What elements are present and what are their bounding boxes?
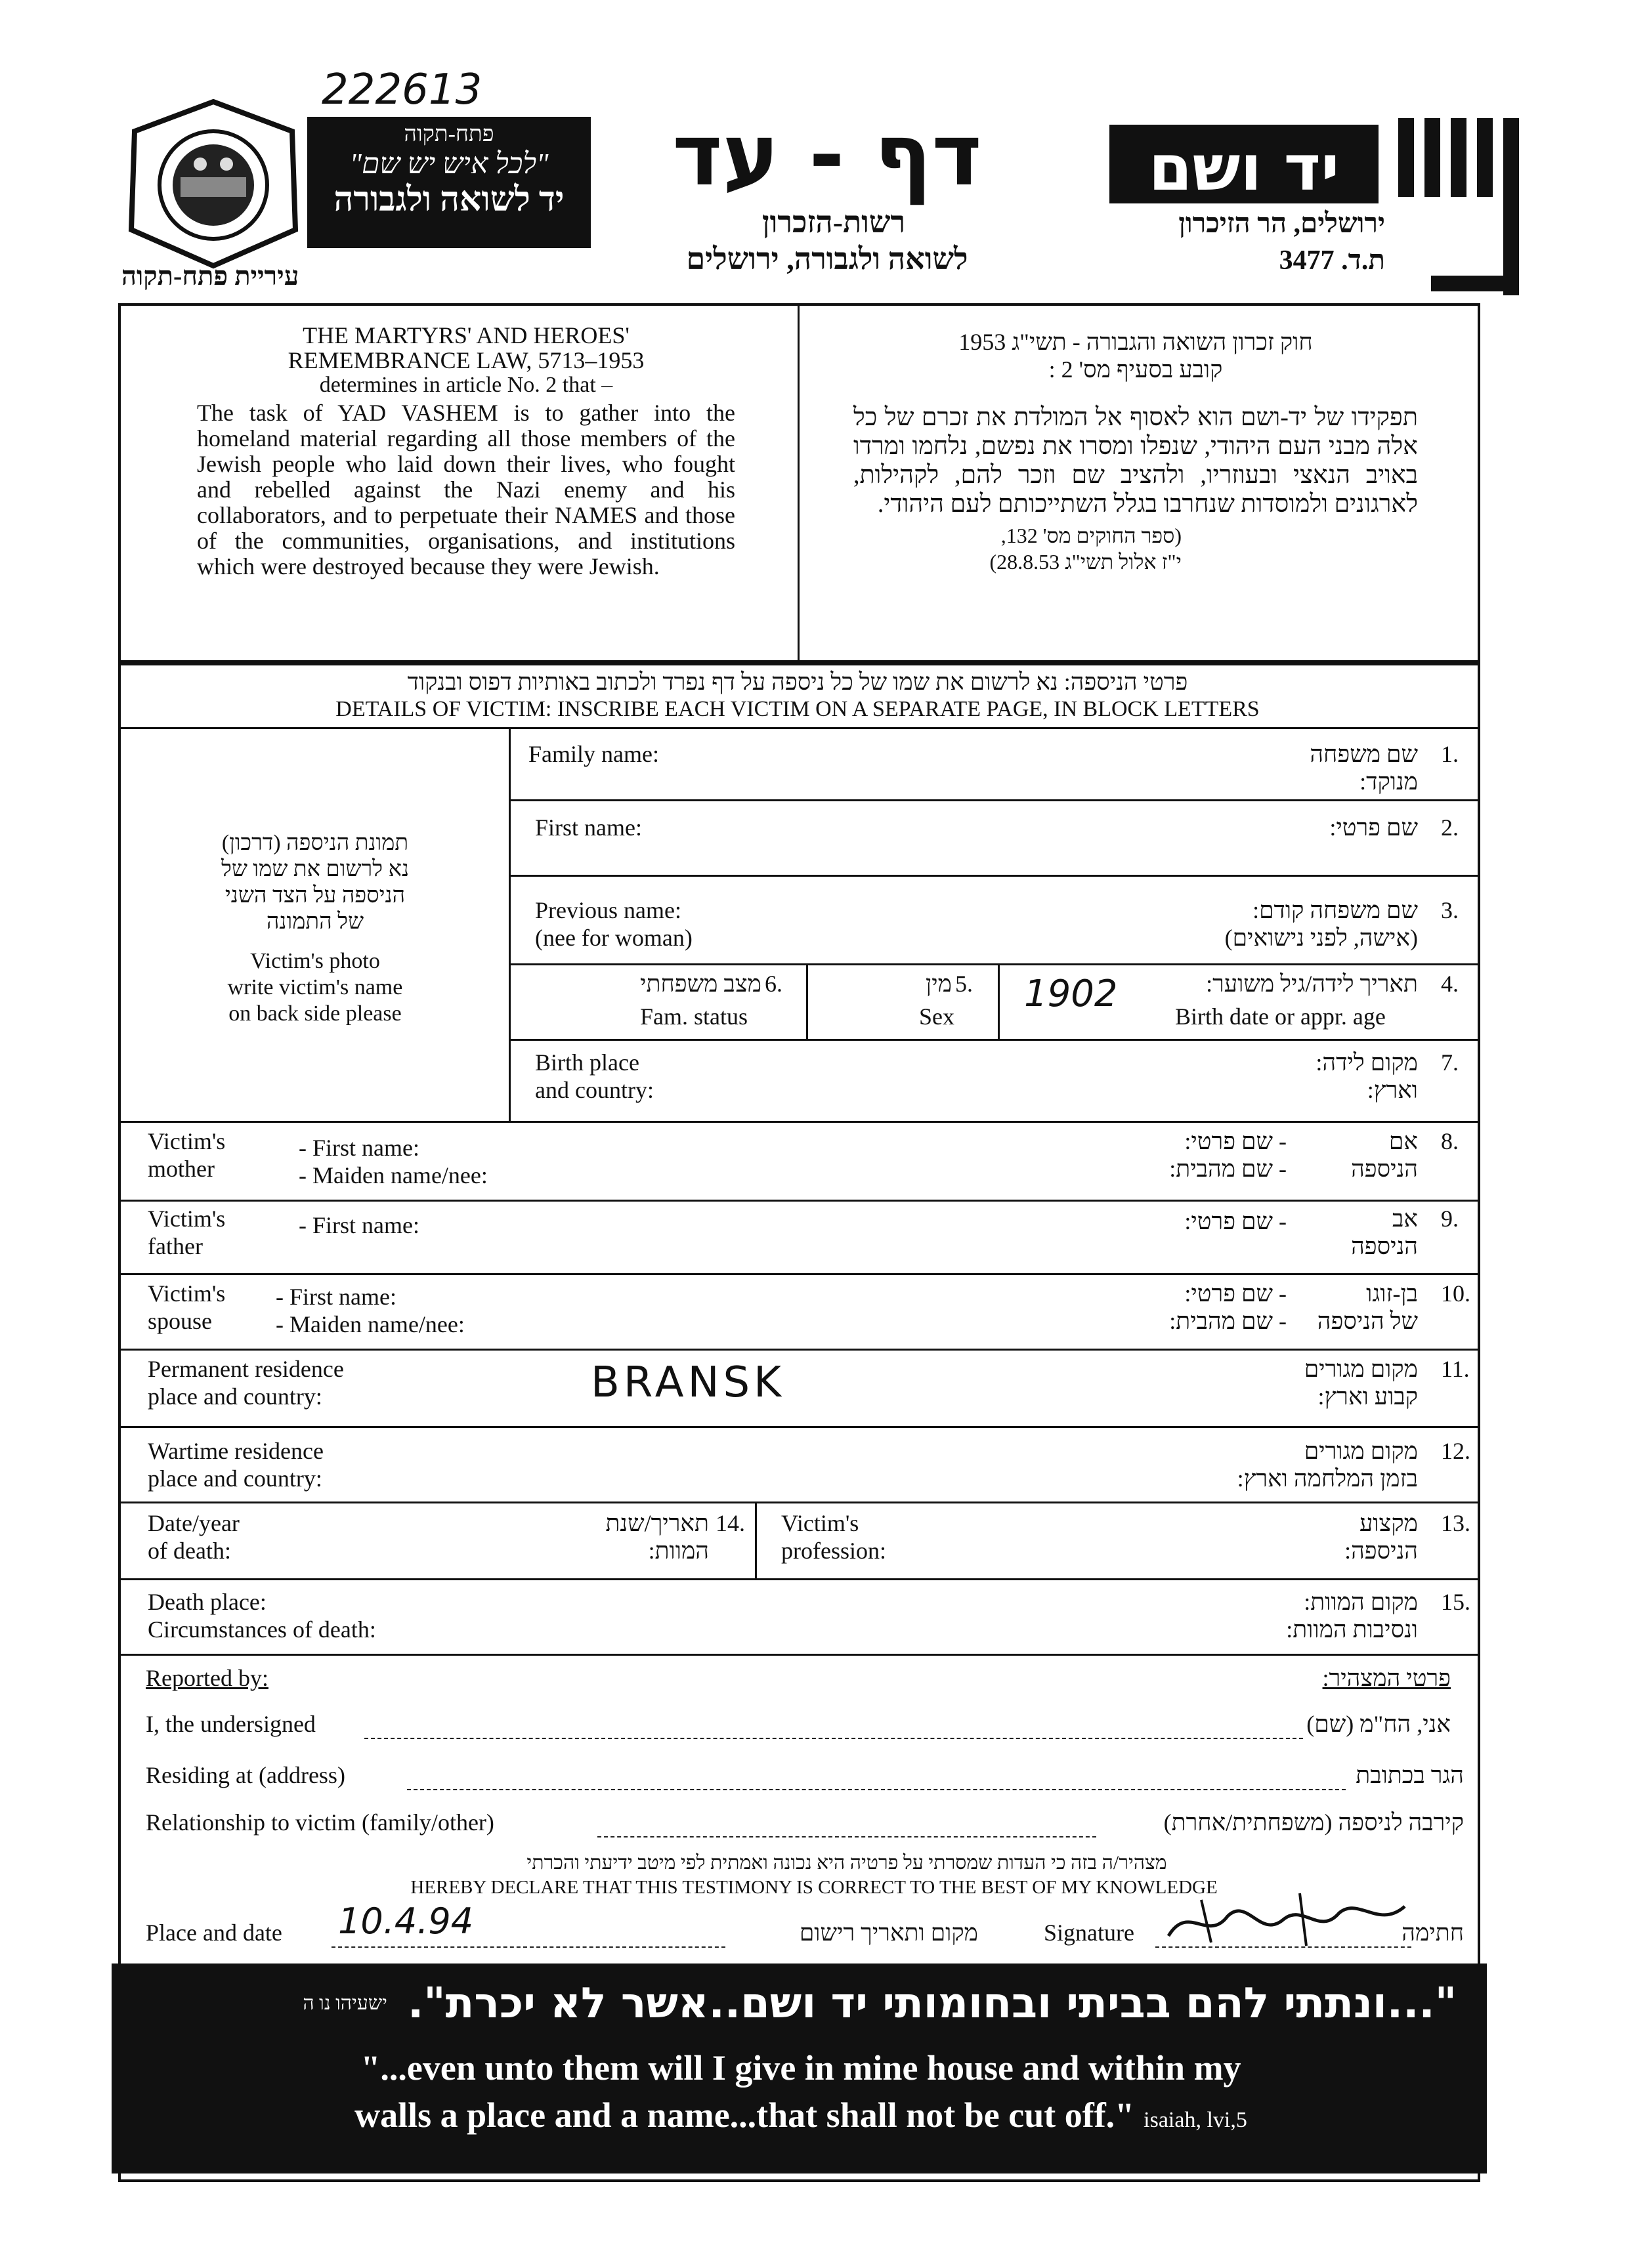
sex-he-label: מין [926,971,952,997]
father-he-first: - שם פרטי: [1184,1208,1287,1234]
mother-he-name-labels [1129,1127,1287,1183]
left-box-line3: יד לשואה ולגבורה [333,181,565,219]
yad-vashem-address: ירושלים, הר הזיכרון [1178,209,1385,239]
footer-en-line2: walls a place and a name...that shall not be cut off." [354,2095,1135,2135]
address-he-label: הגר בכתובת [1356,1762,1464,1788]
place-date-he-label: מקום ותאריך רישום [799,1920,978,1946]
field-num-3: 3. [1441,897,1459,923]
law-en-title1: THE MARTYRS' AND HEROES' [303,322,630,348]
first-name-he-label: שם פרטי: [1329,814,1418,841]
profession-en-2: profession: [781,1538,886,1564]
profession-he-label [1339,1509,1418,1564]
mother-maiden-name-label: - Maiden name/nee: [299,1162,488,1188]
birth-date-he-label: תאריך לידה/גיל משוער: [1206,971,1418,997]
permanent-residence-he-label [1287,1355,1418,1410]
wartime-residence-en-2: place and country: [148,1465,322,1492]
permanent-residence-en-field[interactable]: BRANSK [591,1358,786,1407]
photo-he-line1: תמונת הניספה (דרכון) [221,831,409,855]
spouse-he-maiden: - שם מהבית: [1169,1308,1287,1334]
wartime-residence-he-label [1195,1437,1418,1492]
law-he-title1: חוק זכרון השואה והגבורה - תשי"ג 1953 [958,329,1313,355]
birth-place-he-label [1287,1049,1418,1104]
mother-he-2: הניספה [1351,1156,1418,1182]
law-he-foot1: (ספר החוקים מס' 132, [1000,524,1182,547]
page-title: דף - עד [672,105,982,205]
mother-label [148,1127,225,1183]
permanent-residence-he-2: קבוע וארץ: [1317,1383,1418,1410]
family-name-label: Family name: [528,741,659,767]
field-num-5: 5. [955,971,973,997]
death-place-label [148,1588,376,1643]
wartime-residence-he-2: בזמן המלחמה וארץ: [1237,1465,1418,1492]
footer-en-ref: isaiah, lvi,5 [1144,2108,1247,2132]
reported-by-he-label: פרטי המצהיר: [1322,1665,1451,1691]
undersigned-he-label: אני, הח"מ (שם) [1306,1711,1451,1737]
previous-name-label [535,896,693,952]
permanent-residence-he-1: מקום מגורים [1304,1356,1418,1382]
date-of-death-he-label [538,1509,709,1564]
law-en-body: The task of YAD VASHEM is to gather into the homeland material regarding all those members of the Jewish people who laid down their lives, who fought and rebelled against the Nazi enemy and his collaborators, and to perpetuate their NAMES and those of the communities, organisations, and institutions which were destroyed because they were Jewish. [197,400,735,579]
mother-en-1: Victim's [148,1128,226,1154]
previous-name-he-2: (אישה, לפני נישואים) [1224,925,1418,951]
signature-field[interactable] [1162,1890,1411,1949]
death-place-he-label [1260,1588,1418,1643]
place-date-field[interactable]: 10.4.94 [338,1900,474,1942]
relationship-label: Relationship to victim (family/other) [146,1809,494,1836]
photo-en-line1: Victim's photo [250,949,380,973]
declaration-en: HEREBY DECLARE THAT THIS TESTIMONY IS CORRECT TO THE BEST OF MY KNOWLEDGE [410,1877,1218,1898]
field-num-8: 8. [1441,1128,1459,1154]
spouse-label [148,1280,225,1335]
footer-he-quote: "...ונתתי להם בביתי ובחומותי יד ושם..אשר לא יכרת". [407,1979,1457,2028]
date-of-death-en-1: Date/year [148,1510,240,1536]
petah-tikva-caption: עיריית פתח-תקוה [121,261,299,291]
date-of-death-label [148,1509,240,1564]
spouse-en-2: spouse [148,1308,212,1334]
date-of-death-he-2: המוות: [648,1538,709,1564]
field-num-4: 4. [1441,971,1459,997]
spouse-he-first: - שם פרטי: [1184,1280,1287,1307]
family-name-he-2: מנוקד: [1359,768,1418,795]
law-english [197,323,735,579]
field-num-9: 9. [1441,1206,1459,1232]
father-he-label [1300,1205,1418,1260]
first-name-label: First name: [535,814,642,841]
profession-label [781,1509,886,1564]
field-num-7: 7. [1441,1049,1459,1076]
permanent-residence-en-2: place and country: [148,1383,322,1410]
previous-name-en-1: Previous name: [535,897,681,923]
spouse-first-name-label: - First name: [276,1284,396,1310]
left-box-line2: "לכל איש יש שם" [349,148,549,180]
left-box-line1: פתח-תקוה [404,122,494,146]
law-he-foot2: י"ז אלול תשי"ג 28.8.53) [989,550,1182,574]
field-num-15: 15. [1441,1589,1470,1615]
father-he-2: הניספה [1351,1233,1418,1259]
spouse-he-name-labels [1129,1280,1287,1335]
photo-area [138,830,492,1027]
photo-en-line2: write victim's name [227,975,403,999]
profession-en-1: Victim's [781,1510,859,1536]
center-subtitle-2: לשואה ולגבורה, ירושלים [686,242,968,276]
mother-first-name-label: - First name: [299,1135,419,1161]
birth-place-he-1: מקום לידה: [1316,1049,1418,1076]
death-place-en-2: Circumstances of death: [148,1616,376,1643]
field-num-2: 2. [1441,814,1459,841]
yad-vashem-symbol [1392,105,1530,302]
place-date-label: Place and date [146,1920,282,1946]
death-place-en-1: Death place: [148,1589,267,1615]
fam-status-label: Fam. status [640,1003,748,1030]
birth-place-en-1: Birth place [535,1049,639,1076]
birth-place-he-2: וארץ: [1367,1077,1418,1103]
yad-vashem-pobox: ת.ד. 3477 [1279,245,1385,276]
field-num-6: 6. [765,971,782,997]
father-en-1: Victim's [148,1206,226,1232]
mother-he-label [1300,1127,1418,1183]
father-label [148,1205,225,1260]
law-hebrew [827,328,1444,575]
spouse-maiden-name-label: - Maiden name/nee: [276,1311,465,1337]
birth-place-en-2: and country: [535,1077,654,1103]
law-he-body: תפקידו של יד-ושם הוא לאסוף אל המולדת את זכרם של כל אלה מבני העם היהודי, שנפלו ומסרו את נפשם, נלחמו ומרדו באויב הנאצי ובעוזריו, ולהציב שם וזכר להם, לקהילות, לארגונים ולמוסדות שנחרבו בגלל השתייכותם לעם היהודי. [853,404,1418,518]
sex-label: Sex [919,1003,954,1030]
relationship-he-label: קירבה לניספה (משפחתית/אחרת) [1163,1809,1464,1836]
mother-en-2: mother [148,1156,215,1182]
spouse-name-labels [276,1283,465,1338]
father-he-1: אב [1392,1206,1418,1232]
signature-he-label: חתימה [1401,1920,1464,1946]
family-name-he-label [1221,740,1418,795]
death-place-he-1: מקום המוות: [1304,1589,1418,1615]
photo-he-line4: של התמונה [266,910,364,934]
wartime-residence-en-1: Wartime residence [148,1438,324,1464]
father-en-2: father [148,1233,203,1259]
previous-name-en-2: (nee for woman) [535,925,693,951]
wartime-residence-he-1: מקום מגורים [1304,1438,1418,1464]
mother-he-first: - שם פרטי: [1184,1128,1287,1154]
spouse-he-1: בן-זוגו [1366,1280,1418,1307]
profession-he-2: הניספה: [1344,1538,1418,1564]
spouse-he-2: של הניספה [1317,1308,1418,1334]
reported-by-label: Reported by: [146,1665,268,1691]
footer-he-ref: ישעיהו נו ה [303,1992,387,2014]
death-place-he-2: ונסיבות המוות: [1286,1616,1418,1643]
law-en-title3: determines in article No. 2 that – [319,373,613,397]
footer-en-line2-wrap [190,2095,1411,2135]
undersigned-label: I, the undersigned [146,1711,316,1737]
family-name-he-1: שם משפחה [1310,741,1418,767]
date-of-death-en-2: of death: [148,1538,231,1564]
yad-vashem-logo: יד ושם [1109,125,1379,203]
petah-tikva-box [307,117,591,248]
address-label: Residing at (address) [146,1762,345,1788]
mother-he-1: אם [1388,1128,1418,1154]
permanent-residence-label [148,1355,344,1410]
date-of-death-he-1: תאריך/שנת [605,1510,709,1536]
birth-place-label [535,1049,654,1104]
law-he-title2: קובע בסעיף מס' 2 : [1048,356,1223,383]
fam-status-he-label: מצב משפחתי [640,971,761,997]
profession-he-1: מקצוע [1359,1510,1418,1536]
previous-name-he-label [1116,896,1418,952]
spouse-he-label [1293,1280,1418,1335]
permanent-residence-en-1: Permanent residence [148,1356,344,1382]
birth-date-label: Birth date or appr. age [1175,1003,1386,1030]
photo-he-line2: נא לרשום את שמו של [221,857,410,881]
photo-he-line3: הניספה על הצד השני [225,883,406,908]
signature-label: Signature [1044,1920,1134,1946]
spouse-en-1: Victim's [148,1280,226,1307]
field-num-10: 10. [1441,1280,1470,1307]
field-num-14: 14. [716,1510,745,1536]
footer-en-line1: "...even unto them will I give in mine house and within my [360,2048,1241,2088]
birth-date-field[interactable]: 1902 [1024,973,1118,1015]
field-num-11: 11. [1441,1356,1470,1382]
details-header-en: DETAILS OF VICTIM: INSCRIBE EACH VICTIM ON A SEPARATE PAGE, IN BLOCK LETTERS [335,697,1260,721]
field-num-1: 1. [1441,741,1459,767]
photo-en-line3: on back side please [228,1001,402,1026]
field-num-13: 13. [1441,1510,1470,1536]
center-subtitle-1: רשות-הזכרון [761,205,906,239]
petah-tikva-emblem [128,98,299,269]
field-num-12: 12. [1441,1438,1470,1464]
previous-name-he-1: שם משפחה קודם: [1252,897,1418,923]
father-first-name-label: - First name: [299,1212,419,1238]
details-header-he: פרטי הניספה: נא לרשום את שמו של כל ניספה על דף נפרד ולכתוב באותיות דפוס ובנקוד [407,669,1188,695]
mother-he-maiden: - שם מהבית: [1169,1156,1287,1182]
document-number: 222613 [322,66,482,114]
law-en-title2: REMEMBRANCE LAW, 5713–1953 [288,347,645,373]
footer-quote-bar [112,1964,1487,2174]
declaration-he: מצהיר/ה בזה כי העדות שמסרתי על פרטיה היא נכונה ואמתית לפי מיטב ידיעתי והכרתי [526,1852,1167,1874]
mother-name-labels [299,1134,488,1189]
wartime-residence-label [148,1437,324,1492]
